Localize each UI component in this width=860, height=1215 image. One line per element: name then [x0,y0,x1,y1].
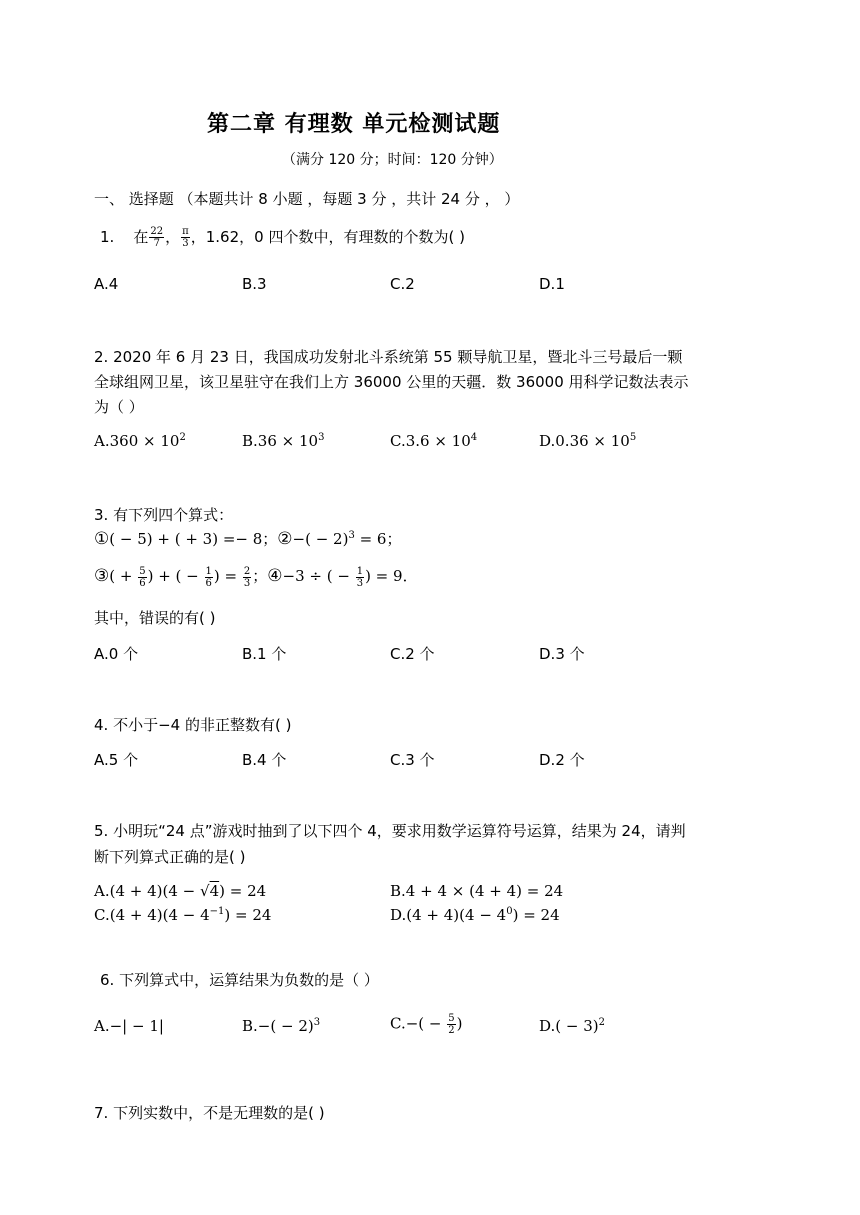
q4-option-b[interactable]: B.4 个 [242,751,287,769]
question-1-number: 1. [100,228,115,246]
q6-option-a[interactable]: A.−| − 1| [94,1017,164,1035]
question-5-line-1: 5. 小明玩“24 点”游戏时抽到了以下四个 4，要求用数学运算符号运算，结果为 24，请判 [94,822,686,840]
q5-option-a[interactable]: A.(4 + 4)(4 − √4) = 24 [94,882,267,900]
q5-option-d[interactable]: $D.(4 + 4)(4 - 4^0) = 24$ [390,906,560,924]
q3-option-d[interactable]: D.3 个 [539,645,585,663]
question-5-line-2: 断下列算式正确的是( ) [94,848,246,866]
q3-option-c[interactable]: C.2 个 [390,645,435,663]
page-subtitle: （满分 120 分；时间：120 分钟） [282,152,503,168]
question-7-stem: 7. 下列实数中，不是无理数的是( ) [94,1104,325,1122]
question-4-stem: 4. 不小于−4 的非正整数有( ) [94,716,292,734]
q1-option-a[interactable]: A.4 [94,275,119,293]
q4-option-d[interactable]: D.2 个 [539,751,585,769]
question-2-line-3: 为（ ） [94,398,144,416]
circled-4: ④ [267,566,283,586]
expression-1: ( − 5) + ( + 3) =− 8； [109,530,278,548]
q2-option-a[interactable]: $A.360 \times 10^2$ [94,432,186,450]
q2-option-d[interactable]: $D.0.36 \times 10^5$ [539,432,637,450]
q3-option-b[interactable]: B.1 个 [242,645,287,663]
fraction-22-7: $\frac{22}{7}$ [150,226,164,249]
q2-option-b[interactable]: $B.36 \times 10^3$ [242,432,325,450]
q6-option-d[interactable]: $D.( - 3)^2$ [539,1017,605,1035]
question-1-rest: ，1.62，0 四个数中，有理数的个数为( ) [190,228,465,246]
q1-option-d[interactable]: D.1 [539,275,565,293]
expression-3: ( + [109,567,138,585]
expression-2: −( − 2) [292,530,349,548]
q4-option-c[interactable]: C.3 个 [390,751,435,769]
question-2-line-1: 2. 2020 年 6 月 23 日，我国成功发射北斗系统第 55 颗导航卫星，暨北斗三号最后一颗 [94,348,683,366]
question-3-expressions-1-2: ①( − 5) + ( + 3) =− 8；②−( − 2)$^3$ = 6； [94,529,402,549]
expression-4: −3 ÷ ( − [282,567,355,585]
fraction-pi-3: $\frac{\pi}{3}$ [182,226,189,249]
circled-2: ② [277,529,293,549]
question-3-expressions-3-4: ③( + $\frac{5}{6}$ ) + ( − $\frac{1}{6}$ ) = $\frac{2}{3}$ ；④−3 ÷ ( − $\frac{1}{3}$ ) = 9． [94,565,418,589]
q3-option-a[interactable]: A.0 个 [94,645,139,663]
question-2-line-2: 全球组网卫星，该卫星驻守在我们上方 36000 公里的天疆．数 36000 用科学记数法表示 [94,373,689,391]
question-1 [100,226,465,249]
question-1-pre: 在 [133,228,149,246]
q2-option-c[interactable]: $C.3.6 \times 10^4$ [390,432,478,450]
q5-option-c[interactable]: $C.(4 + 4)(4 - 4^{-1}) = 24$ [94,906,272,924]
section-heading: 一、 选择题 （本题共计 8 小题 ，每题 3 分 ，共计 24 分 ， ） [94,190,520,208]
question-3-stem: 3. 有下列四个算式： [94,506,234,524]
circled-1: ① [94,529,110,549]
page-title: 第二章 有理数 单元检测试题 [207,112,501,137]
separator: ， [165,228,181,246]
q6-option-c[interactable]: C.−( − $\frac{5}{2}$ ) [390,1013,463,1036]
question-3-ask: 其中，错误的有( ) [94,609,216,627]
q6-option-b[interactable]: $B.-( - 2)^3$ [242,1017,321,1035]
circled-3: ③ [94,566,110,586]
q1-option-c[interactable]: C.2 [390,275,415,293]
q4-option-a[interactable]: A.5 个 [94,751,139,769]
q1-option-b[interactable]: B.3 [242,275,267,293]
question-6-stem: 6. 下列算式中，运算结果为负数的是（ ） [100,971,379,989]
q5-option-b[interactable]: B.4 + 4 × (4 + 4) = 24 [390,882,564,900]
